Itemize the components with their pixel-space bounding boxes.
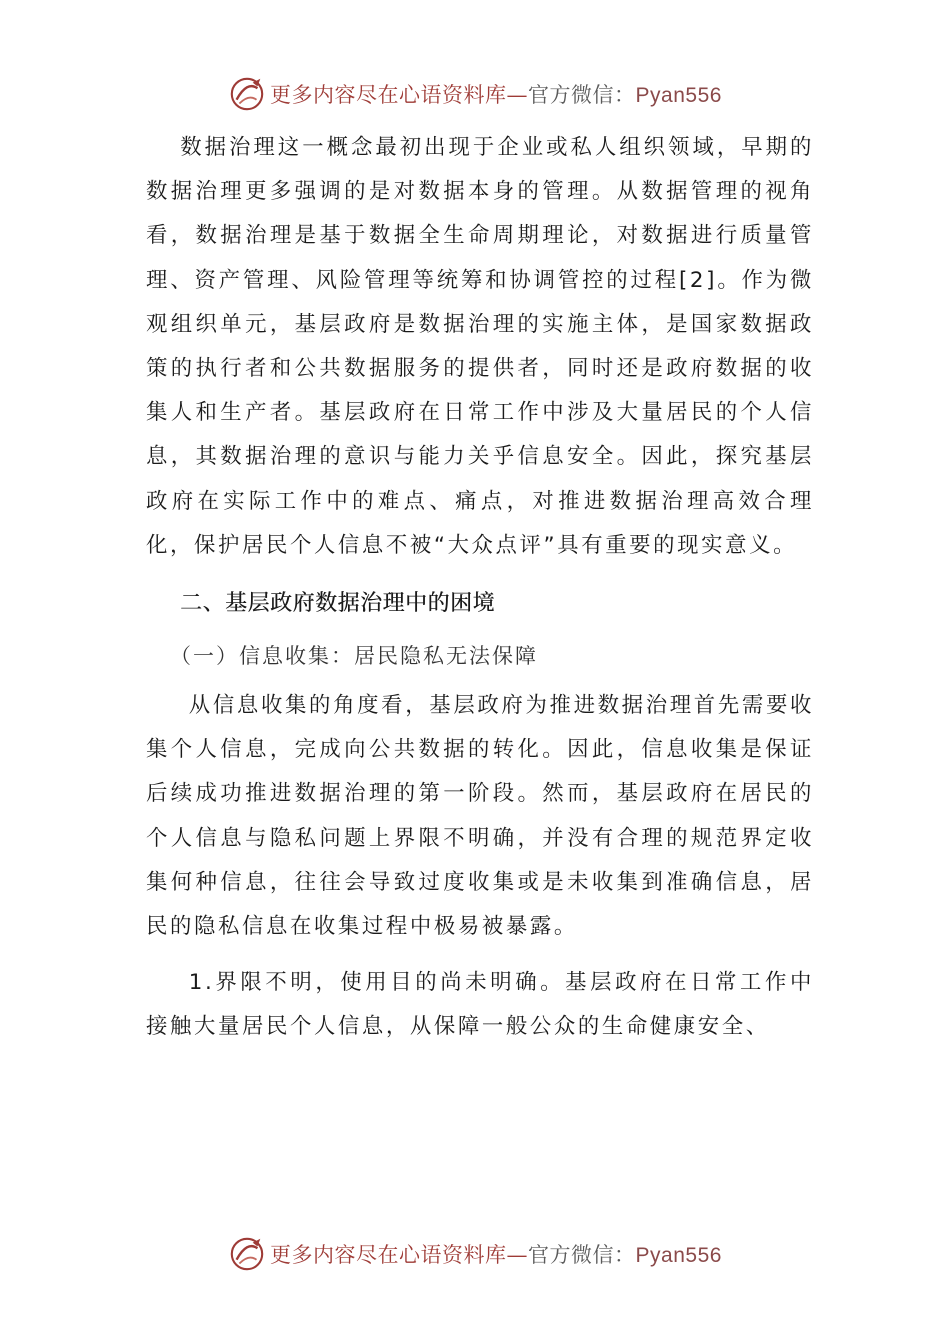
banner-wechat-id: Pyan556 bbox=[635, 84, 722, 107]
banner-wechat-id: Pyan556 bbox=[635, 1244, 722, 1267]
brand-logo-icon bbox=[228, 75, 266, 113]
banner-wechat-label: 官方微信： bbox=[528, 1243, 636, 1267]
banner-slogan: 更多内容尽在心语资料库— bbox=[270, 83, 529, 107]
banner-text bbox=[270, 79, 722, 109]
footer-banner bbox=[0, 1234, 950, 1274]
paragraph-gap bbox=[146, 949, 814, 961]
document-body bbox=[146, 126, 814, 1050]
header-banner bbox=[0, 74, 950, 114]
paragraph-boundary: 1.界限不明，使用目的尚未明确。基层政府在日常工作中接触大量居民个人信息，从保障一般公众的生命健康安全、 bbox=[146, 970, 814, 1040]
subsection-heading: （一）信息收集：居民隐私无法保障 bbox=[170, 644, 538, 669]
paragraph-intro: 数据治理这一概念最初出现于企业或私人组织领域，早期的数据治理更多强调的是对数据本身的管理。从数据管理的视角看，数据治理是基于数据全生命周期理论，对数据进行质量管理、资产管理、风险管理等统筹和协调管控的过程[2]。作为微观组织单元，基层政府是数据治理的实施主体，是国家数据政策的执行者和公共数据服务的提供者，同时还是政府数据的收集人和生产者。基层政府在日常工作中涉及大量居民的个人信息，其数据治理的意识与能力关乎信息安全。因此，探究基层政府在实际工作中的难点、痛点，对推进数据治理高效合理化，保护居民个人信息不被“大众点评”具有重要的现实意义。 bbox=[146, 135, 814, 558]
paragraph-info-collection: 从信息收集的角度看，基层政府为推进数据治理首先需要收集个人信息，完成向公共数据的转化。因此，信息收集是保证后续成功推进数据治理的第一阶段。然而，基层政府在居民的个人信息与隐私问题上界限不明确，并没有合理的规范界定收集何种信息，往往会导致过度收集或是未收集到准确信息，居民的隐私信息在收集过程中极易被暴露。 bbox=[146, 693, 814, 940]
banner-slogan: 更多内容尽在心语资料库— bbox=[270, 1243, 529, 1267]
section-heading: 二、基层政府数据治理中的困境 bbox=[180, 591, 496, 617]
banner-text bbox=[270, 1239, 722, 1269]
brand-logo-icon bbox=[228, 1235, 266, 1273]
banner-wechat-label: 官方微信： bbox=[528, 83, 636, 107]
